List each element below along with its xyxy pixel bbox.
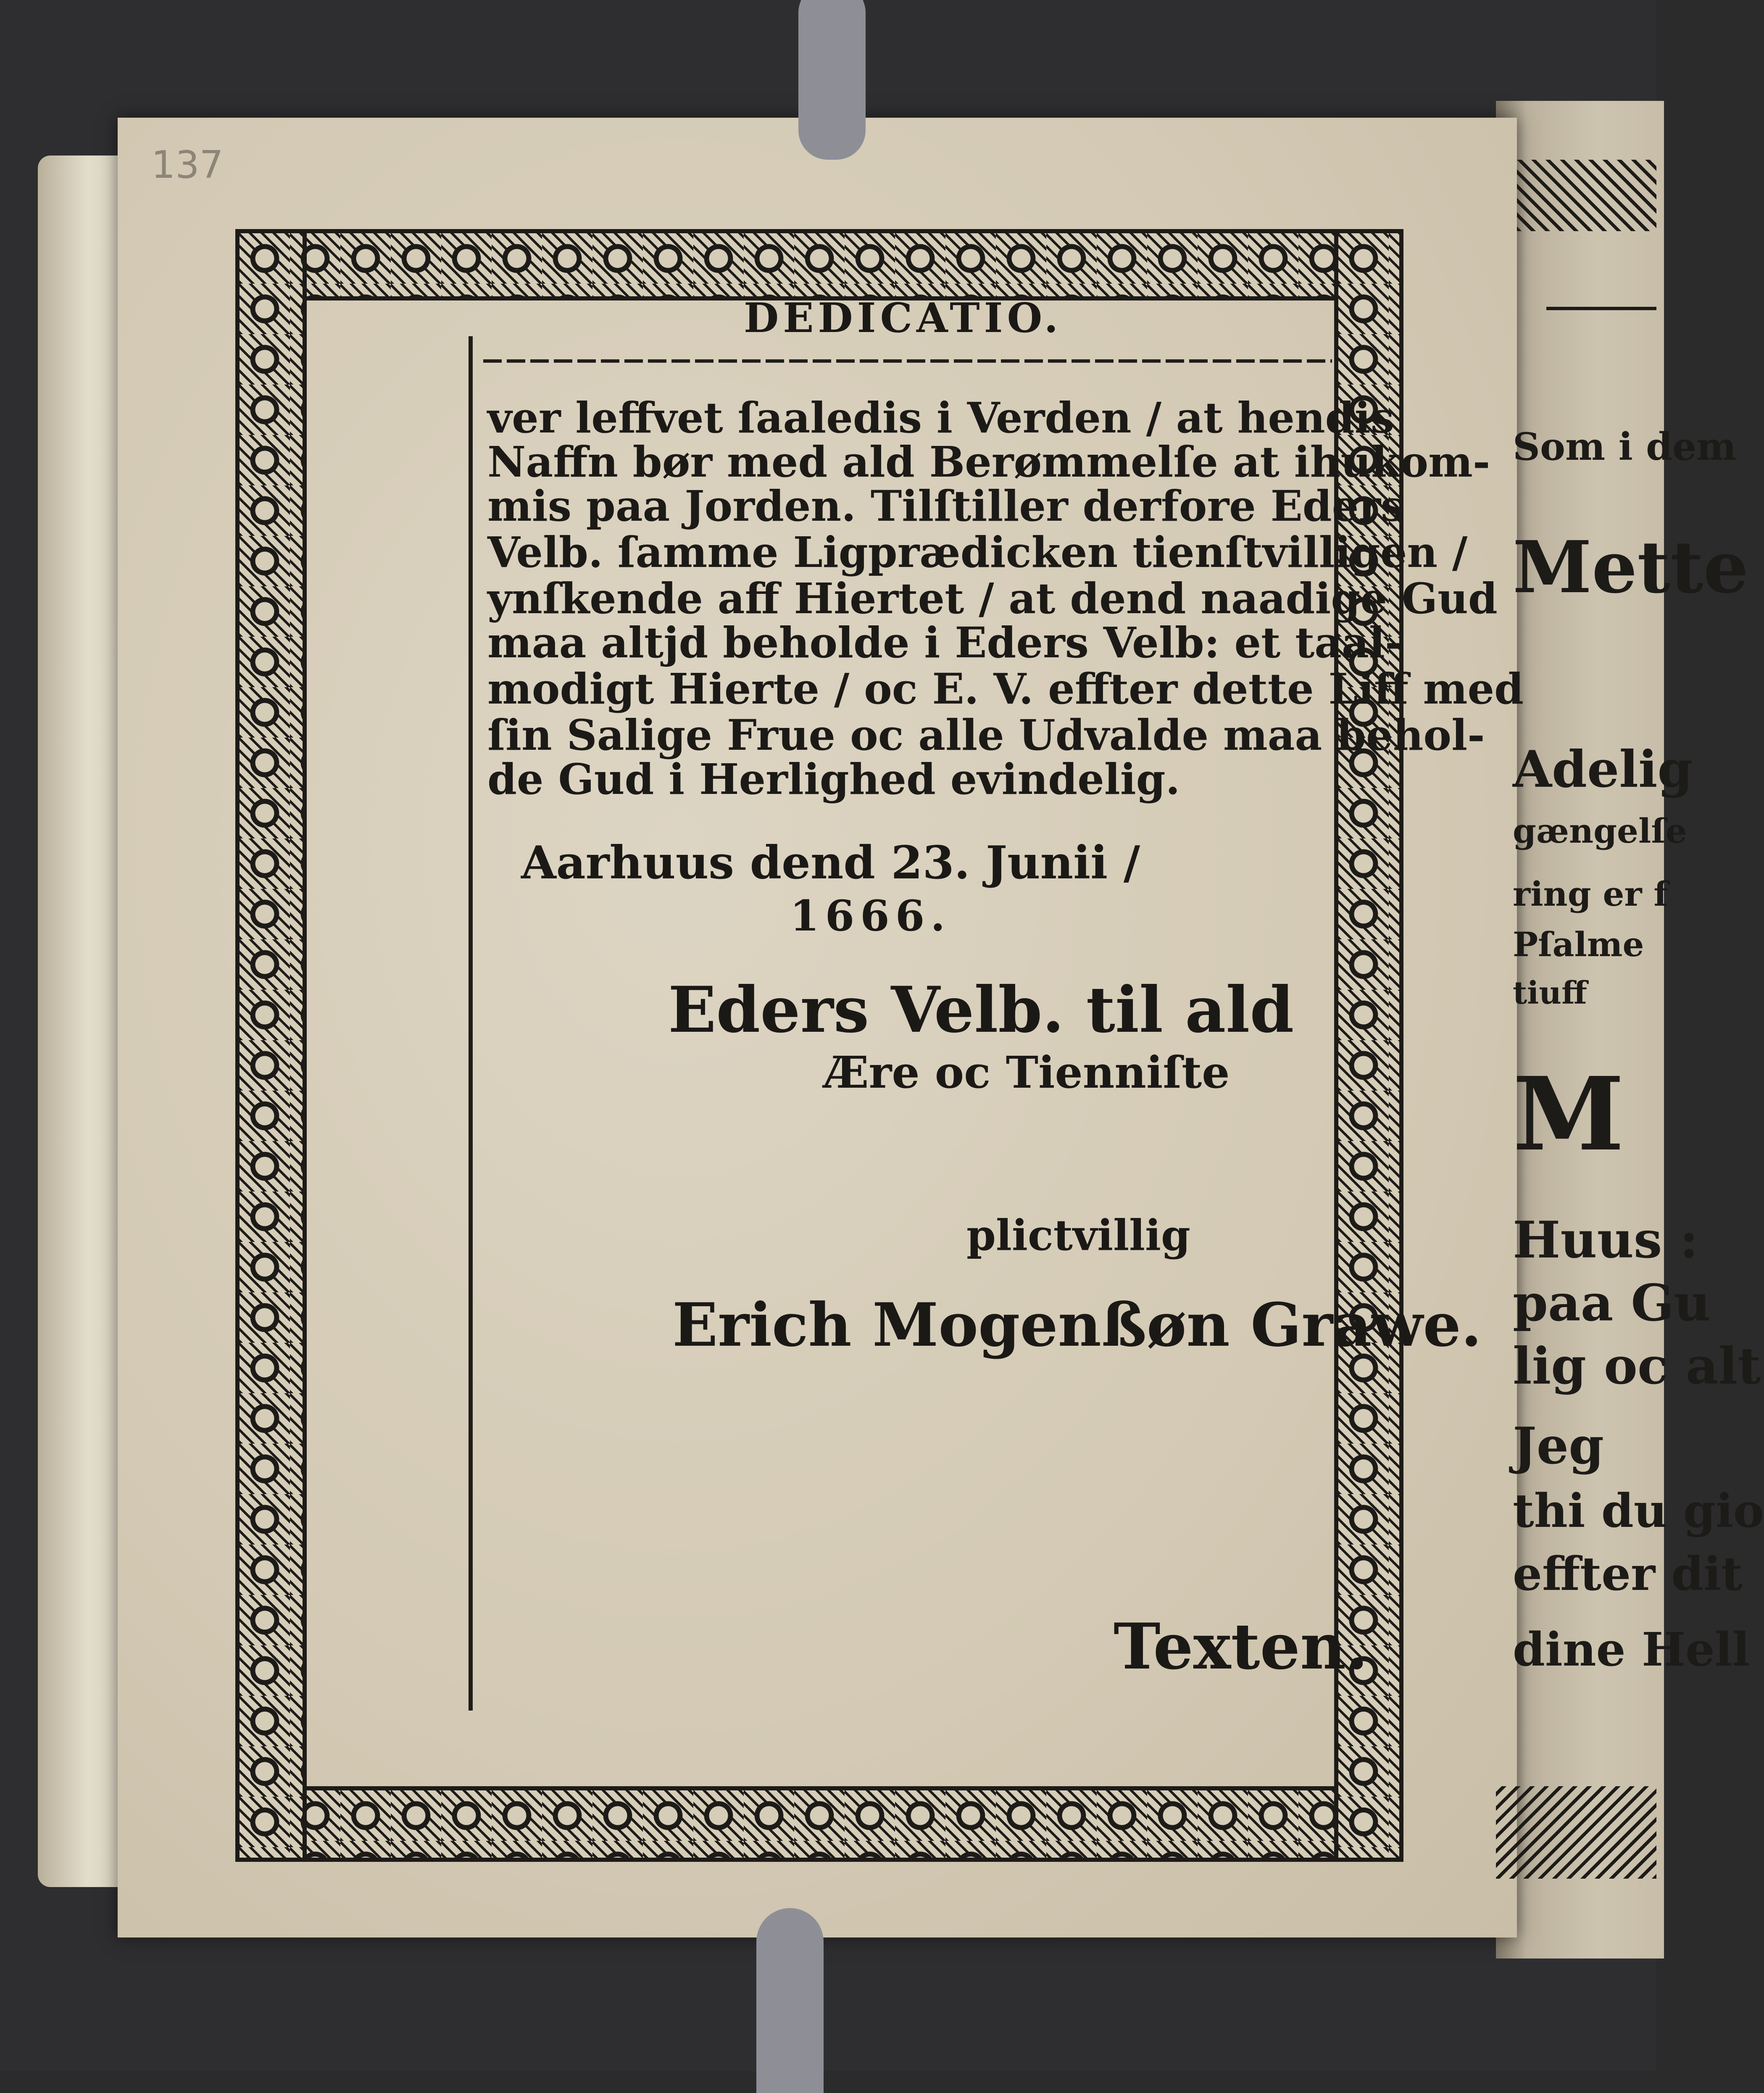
body-line: de Gud i Herlighed evindelig.	[487, 754, 1180, 804]
body-line: mis paa Jorden. Tilſtiller derfore Eders	[487, 481, 1405, 531]
facing-page-border-bottom	[1496, 1786, 1656, 1879]
folio-mark: 137	[151, 143, 224, 187]
ornamental-border-left	[235, 229, 307, 1862]
signature-name: Erich Mogenßøn Grawe.	[672, 1290, 1482, 1360]
page-clip-top	[798, 0, 866, 160]
page-clip-bottom	[756, 1908, 824, 2093]
facing-line: paa Gu	[1513, 1273, 1711, 1333]
body-line: modigt Hierte / oc E. V. effter dette Liff med	[487, 664, 1524, 714]
facing-line: Pſalme	[1513, 925, 1644, 964]
closing-line-2: Ære oc Tienniſte	[824, 1046, 1230, 1098]
valediction: plictvillig	[966, 1210, 1190, 1260]
body-line: ynſkende aff Hiertet / at dend naadige Gud	[487, 574, 1498, 623]
facing-page-border-top	[1517, 160, 1656, 231]
body-line: maa altjd beholde i Eders Velb: et taal-	[487, 618, 1403, 667]
year-line: 1666.	[790, 891, 951, 941]
facing-line: dine Hell	[1513, 1622, 1750, 1677]
closing-line-1: Eders Velb. til ald	[668, 973, 1294, 1047]
facing-line: lig oc alt	[1513, 1336, 1761, 1396]
facing-line: Huus :	[1513, 1210, 1698, 1270]
facing-line: thi du gio	[1513, 1484, 1764, 1538]
ornamental-border-top	[235, 229, 1403, 301]
facing-line: M	[1513, 1055, 1624, 1173]
facing-line: effter dit	[1513, 1547, 1743, 1601]
place-date-line: Aarhuus dend 23. Junii /	[521, 836, 1140, 889]
running-head: DEDICATIO.	[744, 294, 1062, 342]
facing-page-rule	[1546, 307, 1656, 310]
facing-line: ring er f	[1513, 874, 1668, 914]
facing-line: Jeg	[1513, 1416, 1604, 1476]
body-line: ſin Salige Frue oc alle Udvalde maa behol-	[487, 710, 1485, 760]
body-line: ver leffvet ſaaledis i Verden / at hendis	[487, 393, 1394, 443]
header-rule	[483, 359, 1332, 363]
facing-page	[1496, 101, 1664, 1959]
facing-line: gængelſe	[1513, 811, 1687, 851]
body-line: Naffn bør med ald Berømmelſe at ihukom-	[487, 437, 1490, 487]
facing-line: Adelig	[1513, 740, 1693, 799]
inner-left-rule	[469, 336, 473, 1711]
ornamental-border-bottom	[235, 1786, 1403, 1862]
facing-line: Mette	[1513, 525, 1749, 609]
body-line: Velb. ſamme Ligprædicken tienſtvilligen /	[487, 527, 1468, 577]
texten-heading: Texten.	[1114, 1610, 1368, 1684]
facing-line: Som i dem	[1513, 424, 1737, 469]
facing-line: tiuff	[1513, 975, 1587, 1011]
